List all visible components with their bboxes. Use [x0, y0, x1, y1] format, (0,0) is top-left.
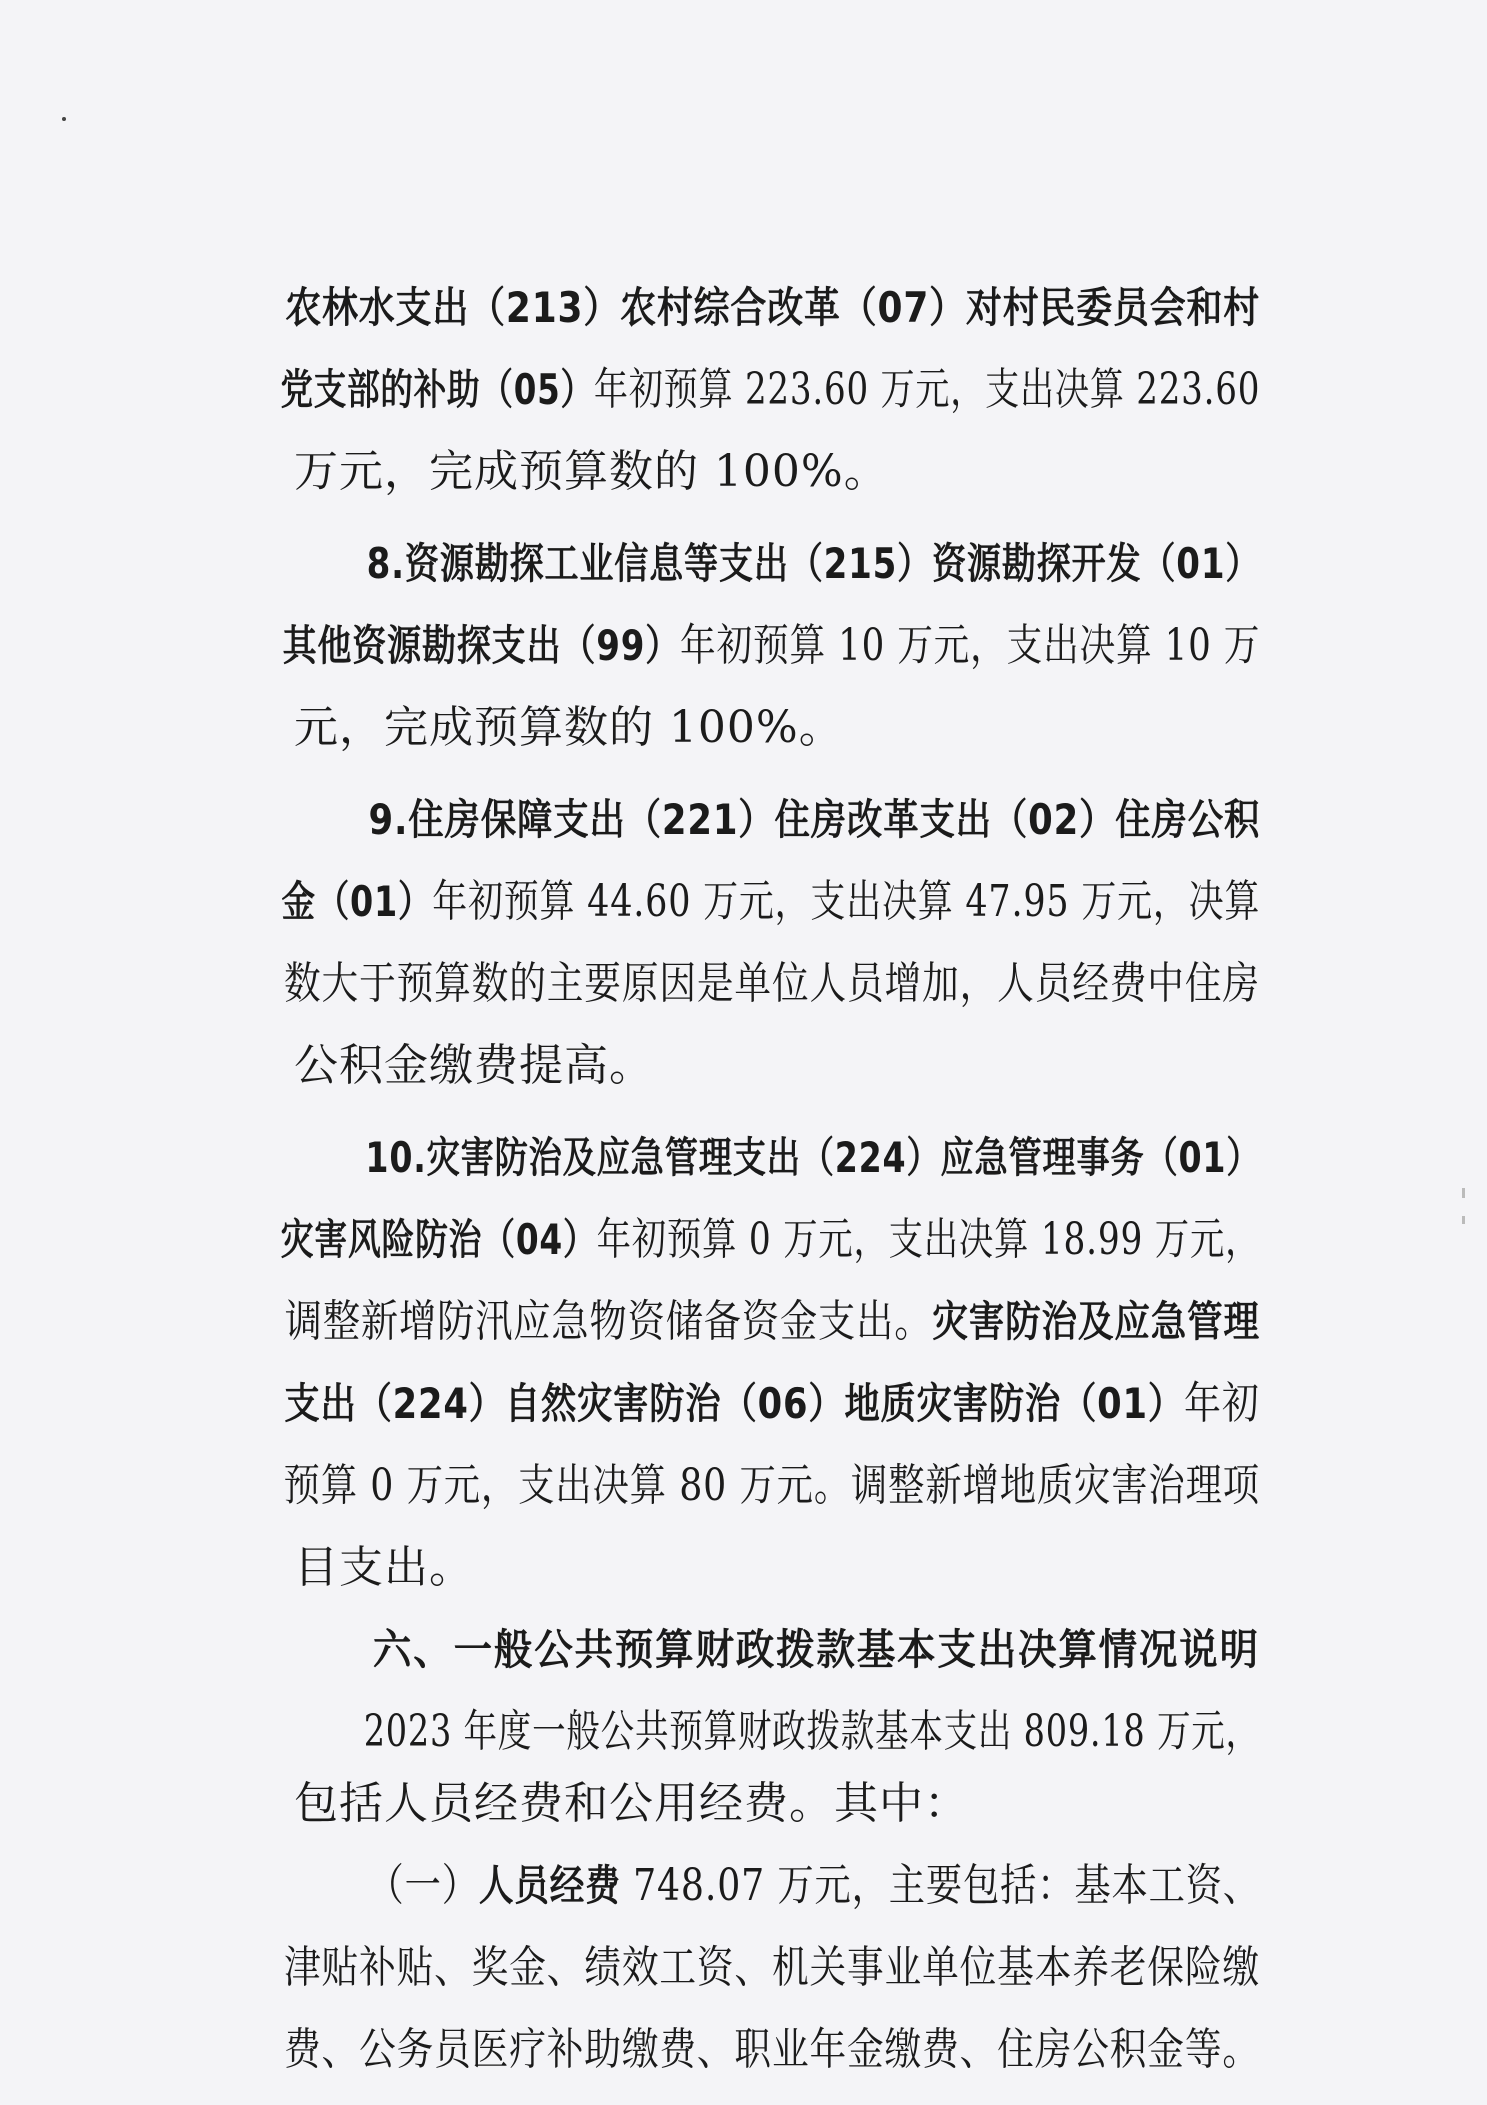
- body-text: 费、公务员医疗补助缴费、职业年金缴费、住房公积金等。: [284, 2024, 1260, 2075]
- text-line: [234, 1314, 1260, 1429]
- bold-text: 灾害防治及应急管理: [932, 1297, 1260, 1346]
- bold-text: 支出（224）自然灾害防治（06）地质灾害防治（01）: [284, 1379, 1185, 1428]
- bold-text: 灾害风险防治（04）: [280, 1215, 597, 1264]
- body-text: 2023 年度一般公共预算财政拨款基本支出 809.18 万元，: [363, 1706, 1260, 1757]
- text-line: [234, 1478, 474, 1593]
- text-line: [234, 556, 1261, 671]
- text-line: [318, 1796, 1260, 1911]
- heading-text: 六、一般公共预算财政拨款基本支出决算情况说明: [372, 1625, 1260, 1674]
- text-line: [234, 638, 844, 753]
- text-line: [234, 976, 654, 1091]
- bold-text: 10.灾害防治及应急管理支出（224）应急管理事务（01）: [365, 1133, 1261, 1182]
- scan-speck: [1462, 1188, 1465, 1198]
- bold-text: 人员经费: [478, 1861, 621, 1910]
- body-text: 包括人员经费和公用经费。其中：: [293, 1778, 969, 1829]
- body-text: 公积金缴费提高。: [293, 1040, 654, 1091]
- text-line: [234, 1714, 969, 1829]
- text-line: [234, 218, 1261, 332]
- body-text: 年初预算 0 万元，支出决算 18.99 万元，: [596, 1214, 1261, 1265]
- bold-text: 9.住房保障支出（221）住房改革支出（02）住房公积: [368, 795, 1261, 844]
- text-line: [234, 812, 1261, 927]
- text-line: [234, 1150, 1261, 1265]
- text-line: [234, 300, 1261, 415]
- text-line: [318, 474, 1261, 588]
- body-text: 年初预算 10 万元，支出决算 10 万: [680, 620, 1261, 671]
- section-heading: [318, 1560, 1260, 1674]
- body-text: （一）: [367, 1860, 479, 1911]
- scan-speck: [62, 117, 66, 121]
- scan-speck: [1462, 1216, 1465, 1224]
- text-line: [234, 1878, 1260, 1993]
- text-line: [318, 1642, 1260, 1757]
- body-text: 年初: [1184, 1378, 1260, 1429]
- body-text: 调整新增防汛应急物资储备资金支出。: [284, 1296, 933, 1347]
- text-line: [234, 1960, 1260, 2075]
- body-text: 万元，完成预算数的 100%。: [293, 446, 889, 497]
- bold-text: 8.资源勘探工业信息等支出（215）资源勘探开发（01）: [366, 539, 1261, 588]
- body-text: 748.07 万元，主要包括：基本工资、: [620, 1860, 1260, 1911]
- text-line: [234, 894, 1260, 1009]
- bold-text: 农林水支出（213）农村综合改革（07）对村民委员会和村: [285, 283, 1261, 332]
- bold-text: 党支部的补助（05）: [280, 365, 594, 414]
- body-text: 年初预算 223.60 万元，支出决算 223.60: [593, 364, 1261, 415]
- text-line: [318, 1068, 1261, 1182]
- body-text: 目支出。: [293, 1542, 474, 1593]
- bold-text: 其他资源勘探支出（99）: [282, 621, 681, 670]
- body-text: 津贴补贴、奖金、绩效工资、机关事业单位基本养老保险缴: [284, 1942, 1260, 1993]
- bold-text: 金（01）: [281, 877, 433, 926]
- text-line: [234, 382, 889, 497]
- body-text: 预算 0 万元，支出决算 80 万元。调整新增地质灾害治理项: [283, 1460, 1260, 1511]
- body-text: 年初预算 44.60 万元，支出决算 47.95 万元，决算: [432, 876, 1261, 927]
- text-line: [318, 730, 1261, 844]
- body-text: 元，完成预算数的 100%。: [293, 702, 844, 753]
- body-text: 数大于预算数的主要原因是单位人员增加，人员经费中住房: [284, 958, 1260, 1009]
- text-line: [234, 1396, 1260, 1511]
- text-line: [234, 1232, 1260, 1347]
